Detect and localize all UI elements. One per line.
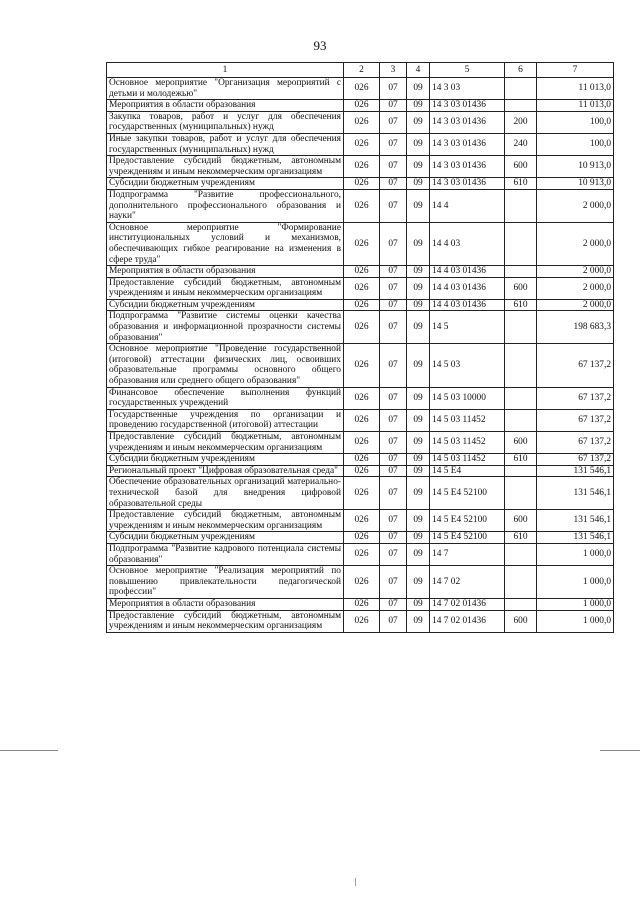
row-ministry: 026	[344, 100, 380, 112]
row-subsection: 09	[407, 610, 430, 632]
row-amount: 100,0	[537, 111, 614, 133]
row-expense-type: 610	[505, 454, 537, 466]
row-subsection: 09	[407, 409, 430, 431]
table-row	[107, 344, 614, 387]
row-ministry: 026	[344, 178, 380, 190]
table-row	[107, 566, 614, 599]
row-name: Предоставление субсидий бюджетным, автономным учреждениям и иным некоммерческим организациям	[107, 432, 344, 454]
row-amount: 10 913,0	[537, 178, 614, 190]
row-name: Обеспечение образовательных организаций материально-технической базой для внедрения цифровой образовательной среды	[107, 477, 344, 510]
row-section: 07	[380, 454, 407, 466]
row-target-code: 14 3 03 01436	[430, 156, 505, 178]
row-amount: 131 546,1	[537, 477, 614, 510]
table-row	[107, 78, 614, 100]
row-name: Подпрограмма "Развитие системы оценки качества образования и информационной прозрачности системы образования"	[107, 311, 344, 344]
row-amount: 2 000,0	[537, 189, 614, 222]
table-row	[107, 543, 614, 565]
table-row	[107, 299, 614, 311]
row-amount: 2 000,0	[537, 299, 614, 311]
right-rule	[600, 750, 640, 751]
row-ministry: 026	[344, 387, 380, 409]
row-name: Субсидии бюджетным учреждениям	[107, 299, 344, 311]
row-amount: 11 013,0	[537, 100, 614, 112]
row-section: 07	[380, 311, 407, 344]
row-section: 07	[380, 465, 407, 477]
row-section: 07	[380, 510, 407, 532]
row-section: 07	[380, 299, 407, 311]
row-section: 07	[380, 178, 407, 190]
row-ministry: 026	[344, 133, 380, 155]
table-row	[107, 100, 614, 112]
row-target-code: 14 4 03 01436	[430, 299, 505, 311]
row-name: Основное мероприятие "Формирование институциональных условий и механизмов, обеспечивающих гибкое реагирование на изменения в сфере труда"	[107, 222, 344, 265]
row-amount: 131 546,1	[537, 510, 614, 532]
row-target-code: 14 5 03 11452	[430, 409, 505, 431]
row-subsection: 09	[407, 432, 430, 454]
row-ministry: 026	[344, 477, 380, 510]
row-name: Субсидии бюджетным учреждениям	[107, 178, 344, 190]
row-target-code: 14 5 E4 52100	[430, 510, 505, 532]
row-name: Предоставление субсидий бюджетным, автономным учреждениям и иным некоммерческим организациям	[107, 510, 344, 532]
row-section: 07	[380, 111, 407, 133]
table-row	[107, 277, 614, 299]
row-name: Субсидии бюджетным учреждениям	[107, 454, 344, 466]
row-expense-type	[505, 409, 537, 431]
row-subsection: 09	[407, 344, 430, 387]
row-ministry: 026	[344, 454, 380, 466]
row-amount: 131 546,1	[537, 532, 614, 544]
row-subsection: 09	[407, 477, 430, 510]
row-amount: 67 137,2	[537, 454, 614, 466]
row-name: Мероприятия в области образования	[107, 598, 344, 610]
table-row	[107, 156, 614, 178]
row-target-code: 14 4 03 01436	[430, 277, 505, 299]
row-expense-type	[505, 189, 537, 222]
row-expense-type: 600	[505, 432, 537, 454]
row-target-code: 14 4 03	[430, 222, 505, 265]
table-row	[107, 178, 614, 190]
row-name: Региональный проект "Цифровая образовательная среда"	[107, 465, 344, 477]
row-name: Государственные учреждения по организации и проведению государственной (итоговой) аттестации	[107, 409, 344, 431]
row-target-code: 14 7 02 01436	[430, 610, 505, 632]
row-target-code: 14 5 E4 52100	[430, 477, 505, 510]
row-expense-type: 200	[505, 111, 537, 133]
row-target-code: 14 5 E4	[430, 465, 505, 477]
table-row	[107, 409, 614, 431]
row-ministry: 026	[344, 111, 380, 133]
row-subsection: 09	[407, 465, 430, 477]
row-name: Подпрограмма "Развитие профессионального, дополнительного профессионального образования и науки"	[107, 189, 344, 222]
row-target-code: 14 4	[430, 189, 505, 222]
row-target-code: 14 7 02	[430, 566, 505, 599]
row-expense-type: 600	[505, 610, 537, 632]
table-row	[107, 266, 614, 278]
row-name: Финансовое обеспечение выполнения функций государственных учреждений	[107, 387, 344, 409]
budget-table	[106, 62, 614, 633]
row-amount: 2 000,0	[537, 222, 614, 265]
row-amount: 67 137,2	[537, 387, 614, 409]
row-target-code: 14 7 02 01436	[430, 598, 505, 610]
row-target-code: 14 3 03 01436	[430, 133, 505, 155]
row-section: 07	[380, 477, 407, 510]
row-name: Предоставление субсидий бюджетным, автономным учреждениям и иным некоммерческим организациям	[107, 277, 344, 299]
row-section: 07	[380, 266, 407, 278]
row-expense-type: 600	[505, 277, 537, 299]
row-amount: 11 013,0	[537, 78, 614, 100]
row-subsection: 09	[407, 189, 430, 222]
row-expense-type	[505, 266, 537, 278]
row-target-code: 14 7	[430, 543, 505, 565]
table-row	[107, 532, 614, 544]
row-expense-type	[505, 465, 537, 477]
row-name: Мероприятия в области образования	[107, 266, 344, 278]
row-subsection: 09	[407, 78, 430, 100]
row-subsection: 09	[407, 299, 430, 311]
row-amount: 100,0	[537, 133, 614, 155]
header-type: 6	[505, 63, 537, 78]
row-name: Основное мероприятие "Проведение государственной (итоговой) аттестации физических лиц, освоивших образовательные программы основного общего образования или среднего общего образования"	[107, 344, 344, 387]
header-subsection: 4	[407, 63, 430, 78]
row-amount: 2 000,0	[537, 277, 614, 299]
row-subsection: 09	[407, 543, 430, 565]
row-section: 07	[380, 78, 407, 100]
row-section: 07	[380, 222, 407, 265]
row-ministry: 026	[344, 543, 380, 565]
row-expense-type	[505, 100, 537, 112]
row-amount: 67 137,2	[537, 344, 614, 387]
row-expense-type	[505, 566, 537, 599]
table-row	[107, 465, 614, 477]
row-subsection: 09	[407, 532, 430, 544]
row-target-code: 14 5 03 11452	[430, 432, 505, 454]
row-name: Основное мероприятие "Реализация мероприятий по повышению привлекательности педагогической профессии"	[107, 566, 344, 599]
table-row	[107, 111, 614, 133]
row-amount: 1 000,0	[537, 610, 614, 632]
row-section: 07	[380, 387, 407, 409]
row-amount: 1 000,0	[537, 566, 614, 599]
row-expense-type: 600	[505, 510, 537, 532]
table-row	[107, 598, 614, 610]
bottom-tick	[355, 878, 356, 886]
row-section: 07	[380, 610, 407, 632]
row-subsection: 09	[407, 266, 430, 278]
row-name: Субсидии бюджетным учреждениям	[107, 532, 344, 544]
row-ministry: 026	[344, 311, 380, 344]
row-ministry: 026	[344, 510, 380, 532]
row-name: Подпрограмма "Развитие кадрового потенциала системы образования"	[107, 543, 344, 565]
row-subsection: 09	[407, 598, 430, 610]
row-ministry: 026	[344, 189, 380, 222]
row-amount: 1 000,0	[537, 543, 614, 565]
row-expense-type	[505, 344, 537, 387]
row-section: 07	[380, 566, 407, 599]
row-subsection: 09	[407, 311, 430, 344]
row-section: 07	[380, 432, 407, 454]
row-section: 07	[380, 532, 407, 544]
row-target-code: 14 5 E4 52100	[430, 532, 505, 544]
row-name: Мероприятия в области образования	[107, 100, 344, 112]
row-ministry: 026	[344, 299, 380, 311]
row-ministry: 026	[344, 566, 380, 599]
row-subsection: 09	[407, 454, 430, 466]
table-row	[107, 189, 614, 222]
row-subsection: 09	[407, 387, 430, 409]
row-amount: 67 137,2	[537, 432, 614, 454]
row-ministry: 026	[344, 277, 380, 299]
row-target-code: 14 4 03 01436	[430, 266, 505, 278]
row-section: 07	[380, 344, 407, 387]
row-ministry: 026	[344, 222, 380, 265]
table-row	[107, 477, 614, 510]
header-row	[107, 63, 614, 78]
row-section: 07	[380, 277, 407, 299]
row-name: Предоставление субсидий бюджетным, автономным учреждениям и иным некоммерческим организациям	[107, 156, 344, 178]
row-ministry: 026	[344, 432, 380, 454]
row-ministry: 026	[344, 156, 380, 178]
row-expense-type	[505, 477, 537, 510]
row-ministry: 026	[344, 78, 380, 100]
row-amount: 131 546,1	[537, 465, 614, 477]
left-rule	[0, 750, 58, 751]
row-ministry: 026	[344, 532, 380, 544]
row-amount: 2 000,0	[537, 266, 614, 278]
table-row	[107, 311, 614, 344]
row-section: 07	[380, 543, 407, 565]
header-ministry: 2	[344, 63, 380, 78]
table-row	[107, 510, 614, 532]
row-ministry: 026	[344, 409, 380, 431]
row-name: Закупка товаров, работ и услуг для обеспечения государственных (муниципальных) нужд	[107, 111, 344, 133]
row-target-code: 14 5	[430, 311, 505, 344]
row-target-code: 14 3 03 01436	[430, 100, 505, 112]
row-section: 07	[380, 189, 407, 222]
row-ministry: 026	[344, 598, 380, 610]
table-row	[107, 432, 614, 454]
row-ministry: 026	[344, 344, 380, 387]
row-subsection: 09	[407, 277, 430, 299]
row-name: Предоставление субсидий бюджетным, автономным учреждениям и иным некоммерческим организациям	[107, 610, 344, 632]
row-subsection: 09	[407, 133, 430, 155]
header-amount: 7	[537, 63, 614, 78]
row-subsection: 09	[407, 566, 430, 599]
row-expense-type: 600	[505, 156, 537, 178]
row-target-code: 14 3 03 01436	[430, 178, 505, 190]
row-ministry: 026	[344, 610, 380, 632]
row-target-code: 14 3 03	[430, 78, 505, 100]
row-section: 07	[380, 100, 407, 112]
table-row	[107, 610, 614, 632]
row-subsection: 09	[407, 510, 430, 532]
row-expense-type	[505, 598, 537, 610]
row-expense-type: 240	[505, 133, 537, 155]
row-expense-type	[505, 222, 537, 265]
row-amount: 10 913,0	[537, 156, 614, 178]
row-target-code: 14 5 03	[430, 344, 505, 387]
row-ministry: 026	[344, 465, 380, 477]
header-name: 1	[107, 63, 344, 78]
row-expense-type	[505, 543, 537, 565]
table-body	[107, 78, 614, 633]
row-ministry: 026	[344, 266, 380, 278]
row-expense-type: 610	[505, 299, 537, 311]
table-row	[107, 222, 614, 265]
row-amount: 1 000,0	[537, 598, 614, 610]
row-subsection: 09	[407, 100, 430, 112]
row-amount: 198 683,3	[537, 311, 614, 344]
table-row	[107, 387, 614, 409]
row-subsection: 09	[407, 222, 430, 265]
row-name: Иные закупки товаров, работ и услуг для обеспечения государственных (муниципальных) нужд	[107, 133, 344, 155]
row-subsection: 09	[407, 178, 430, 190]
row-subsection: 09	[407, 111, 430, 133]
row-expense-type: 610	[505, 178, 537, 190]
row-target-code: 14 5 03 10000	[430, 387, 505, 409]
row-amount: 67 137,2	[537, 409, 614, 431]
row-expense-type	[505, 78, 537, 100]
header-section: 3	[380, 63, 407, 78]
header-target: 5	[430, 63, 505, 78]
row-section: 07	[380, 598, 407, 610]
table-row	[107, 133, 614, 155]
row-expense-type	[505, 311, 537, 344]
row-section: 07	[380, 409, 407, 431]
row-target-code: 14 5 03 11452	[430, 454, 505, 466]
row-section: 07	[380, 133, 407, 155]
table-row	[107, 454, 614, 466]
row-subsection: 09	[407, 156, 430, 178]
page-number: 93	[313, 38, 327, 53]
row-expense-type	[505, 387, 537, 409]
row-name: Основное мероприятие "Организация мероприятий с детьми и молодежью"	[107, 78, 344, 100]
row-target-code: 14 3 03 01436	[430, 111, 505, 133]
row-expense-type: 610	[505, 532, 537, 544]
row-section: 07	[380, 156, 407, 178]
